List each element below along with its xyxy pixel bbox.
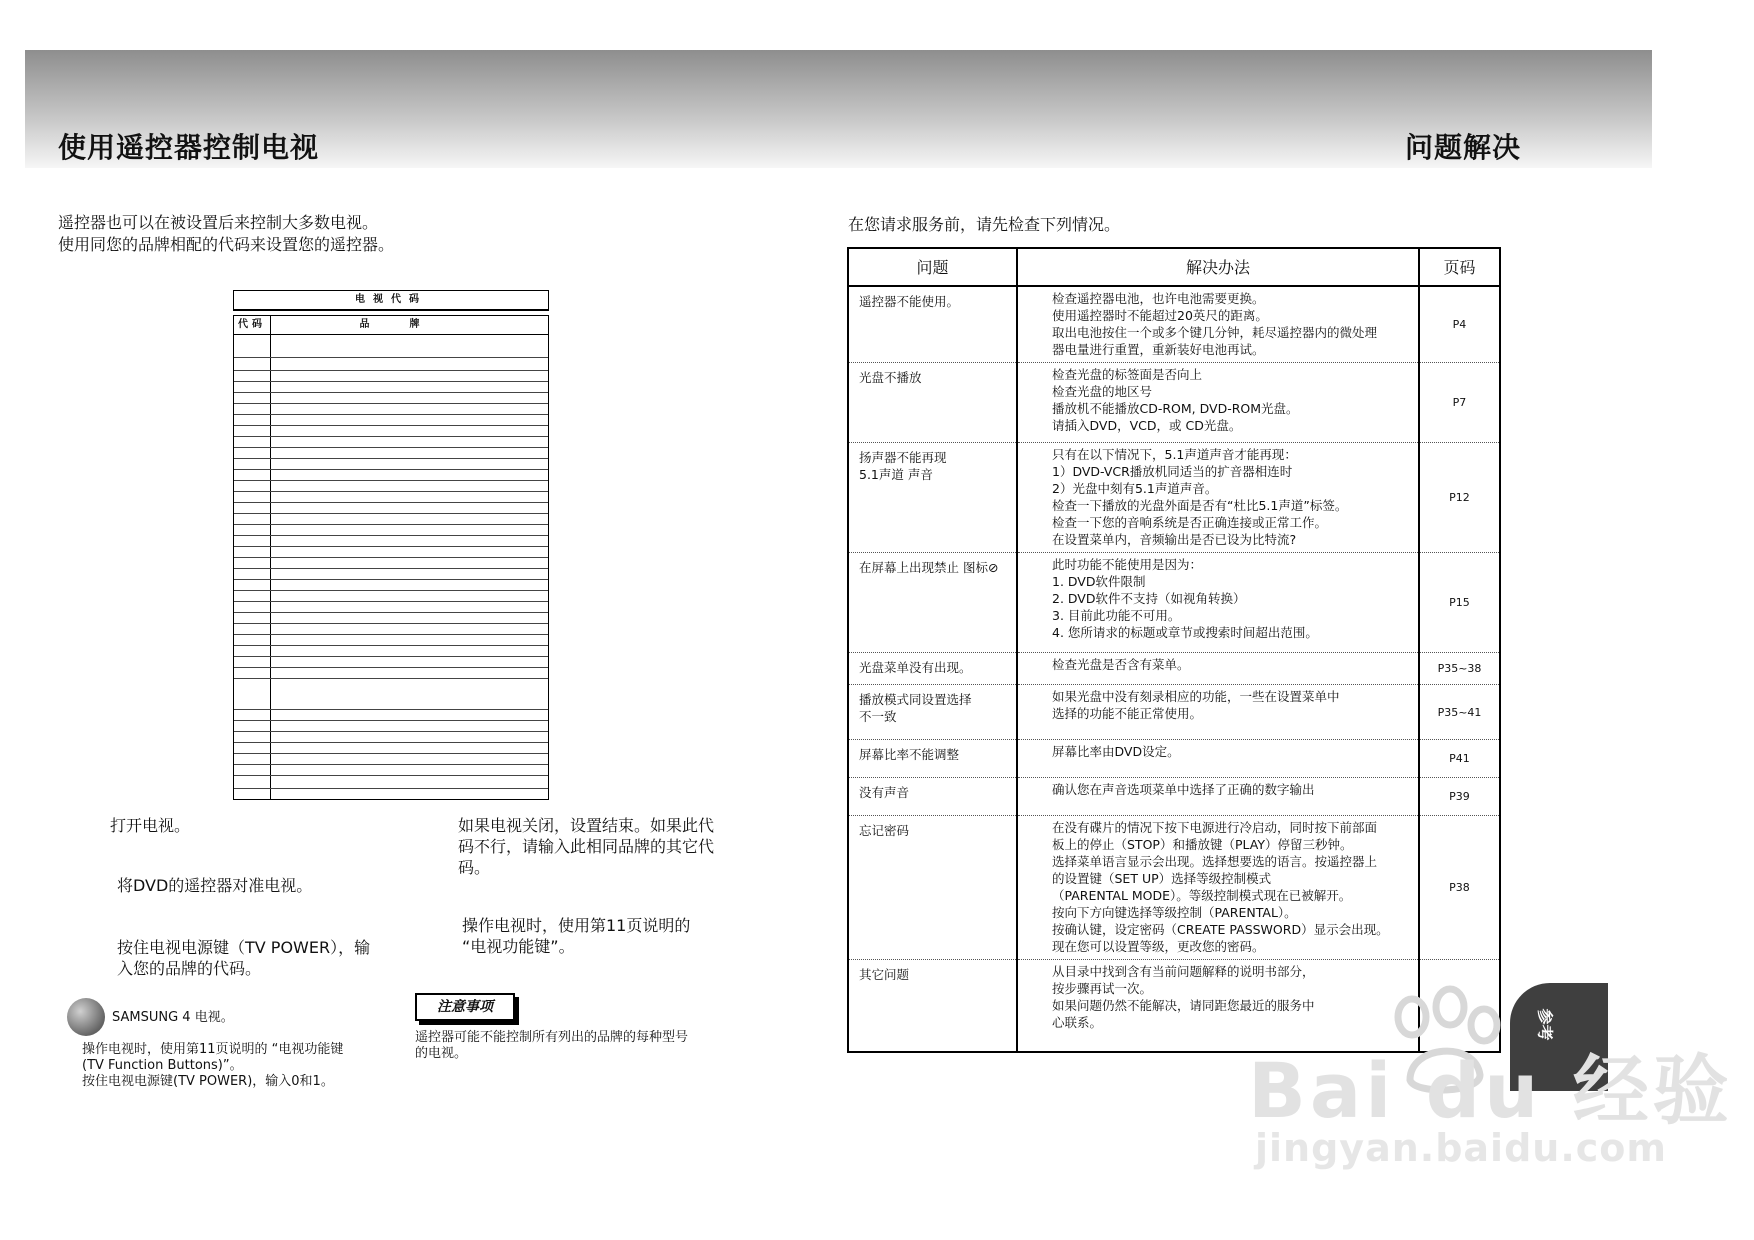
page-ref: P38 bbox=[1419, 816, 1500, 960]
solution-text: 检查一下您的音响系统是否正确连接或正常工作。 bbox=[1052, 515, 1328, 530]
problem-text: 光盘不播放 bbox=[859, 370, 922, 385]
problem-text: 屏幕比率不能调整 bbox=[859, 747, 960, 762]
code-row bbox=[234, 459, 548, 470]
code-row bbox=[234, 613, 548, 624]
code-row bbox=[234, 514, 548, 525]
code-column-header: 代码 bbox=[234, 316, 271, 334]
problem-text: 遥控器不能使用。 bbox=[859, 294, 960, 309]
code-row bbox=[234, 404, 548, 415]
samsung-note-line: (TV Function Buttons)”。 bbox=[82, 1058, 243, 1073]
solution-text: 1）DVD-VCR播放机同适当的扩音器相连时 bbox=[1052, 464, 1293, 479]
step-4-text bbox=[458, 815, 714, 878]
notice-label: 注意事项 bbox=[415, 993, 515, 1021]
code-row bbox=[234, 789, 548, 799]
code-row bbox=[234, 591, 548, 602]
solution-text: 检查光盘是否含有菜单。 bbox=[1052, 657, 1190, 672]
trouble-row bbox=[848, 286, 1500, 363]
trouble-row bbox=[848, 653, 1500, 685]
brand-column-header: 品牌 bbox=[359, 319, 460, 330]
samsung-note-line: 按住电视电源键(TV POWER)，输入0和1。 bbox=[82, 1074, 334, 1089]
solution-text: 如果问题仍然不能解决，请同距您最近的服务中 bbox=[1052, 998, 1315, 1013]
reference-tab-label: 参考 bbox=[1535, 1008, 1555, 1041]
step-3-text bbox=[117, 937, 370, 979]
trouble-row bbox=[848, 740, 1500, 778]
step-4-line: 码不行，请输入此相同品牌的其它代 bbox=[458, 837, 715, 856]
page-ref: P41 bbox=[1419, 740, 1500, 778]
code-row bbox=[234, 382, 548, 393]
problem-text: 光盘菜单没有出现。 bbox=[859, 660, 972, 675]
intro-line: 使用同您的品牌相配的代码来设置您的遥控器。 bbox=[58, 235, 395, 254]
step-1-text: 打开电视。 bbox=[110, 816, 191, 835]
samsung-label: SAMSUNG 4 电视。 bbox=[112, 1010, 234, 1025]
samsung-bullet-icon bbox=[67, 998, 105, 1036]
solution-text: 选择菜单语言显示会出现。选择想要选的语言。按遥控器上 bbox=[1052, 854, 1378, 869]
code-row bbox=[234, 754, 548, 765]
code-row bbox=[234, 743, 548, 754]
page-ref: P7 bbox=[1419, 363, 1500, 443]
page-ref: P35~38 bbox=[1419, 653, 1500, 685]
code-row bbox=[234, 415, 548, 426]
code-row bbox=[234, 776, 548, 789]
watermark-url: jingyan.baidu.com bbox=[1255, 1126, 1667, 1170]
solution-text: 屏幕比率由DVD设定。 bbox=[1052, 744, 1180, 759]
intro-line: 遥控器也可以在被设置后来控制大多数电视。 bbox=[58, 213, 379, 232]
code-row bbox=[234, 635, 548, 646]
solution-text: 现在您可以设置等级，更改您的密码。 bbox=[1052, 939, 1265, 954]
tv-code-table-title: 电视代码 bbox=[233, 290, 549, 311]
code-row bbox=[234, 646, 548, 657]
right-page-title: 问题解决 bbox=[1405, 131, 1522, 164]
code-row bbox=[234, 358, 548, 371]
problem-text: 其它问题 bbox=[859, 967, 910, 982]
solution-text: 选择的功能不能正常使用。 bbox=[1052, 706, 1203, 721]
solution-text: 检查光盘的标签面是否向上 bbox=[1052, 367, 1203, 382]
solution-text: 播放机不能播放CD-ROM, DVD-ROM光盘。 bbox=[1052, 401, 1299, 416]
solution-text: 检查遥控器电池，也许电池需要更换。 bbox=[1052, 291, 1265, 306]
notice-line: 的电视。 bbox=[415, 1046, 468, 1061]
notice-line: 遥控器可能不能控制所有列出的品牌的每种型号 bbox=[415, 1030, 689, 1045]
problem-header: 问题 bbox=[848, 248, 1017, 286]
step-4-line: 码。 bbox=[458, 858, 491, 877]
page-ref: P39 bbox=[1419, 778, 1500, 816]
code-row bbox=[234, 657, 548, 668]
solution-text: 2. DVD软件不支持（如视角转换） bbox=[1052, 591, 1246, 606]
solution-text: 按步骤再试一次。 bbox=[1052, 981, 1153, 996]
solution-text: 请插入DVD，VCD，或 CD光盘。 bbox=[1052, 418, 1242, 433]
step-4-line: 如果电视关闭，设置结束。如果此代 bbox=[458, 816, 715, 835]
problem-text: 在屏幕上出现禁止 图标⊘ bbox=[859, 560, 999, 575]
service-note: 在您请求服务前，请先检查下列情况。 bbox=[848, 215, 1121, 234]
code-row bbox=[234, 602, 548, 613]
code-row bbox=[234, 437, 548, 448]
code-row bbox=[234, 335, 548, 358]
samsung-note-line: 操作电视时，使用第11页说明的 “电视功能键 bbox=[82, 1042, 344, 1057]
step-3-line: 入您的品牌的代码。 bbox=[117, 959, 262, 978]
solution-text: 检查光盘的地区号 bbox=[1052, 384, 1153, 399]
solution-text: 在没有碟片的情况下按下电源进行冷启动，同时按下前部面 bbox=[1052, 820, 1378, 835]
watermark-brand: Bai du 经验 bbox=[1248, 1046, 1733, 1135]
trouble-row bbox=[848, 363, 1500, 443]
code-row bbox=[234, 470, 548, 481]
problem-text: 播放模式同设置选择 bbox=[859, 692, 972, 707]
solution-text: 1. DVD软件限制 bbox=[1052, 574, 1146, 589]
code-row bbox=[234, 525, 548, 536]
trouble-row bbox=[848, 685, 1500, 740]
page-header: 页码 bbox=[1419, 248, 1500, 286]
problem-text: 忘记密码 bbox=[859, 823, 910, 838]
problem-text: 5.1声道 声音 bbox=[859, 467, 933, 482]
step-5-line: “电视功能键”。 bbox=[462, 937, 575, 956]
code-row bbox=[234, 393, 548, 404]
solution-text: 取出电池按住一个或多个键几分钟，耗尽遥控器内的微处理 bbox=[1052, 325, 1378, 340]
code-row bbox=[234, 547, 548, 558]
solution-text: 在设置菜单内，音频输出是否已设为比特流? bbox=[1052, 532, 1297, 547]
code-row bbox=[234, 448, 548, 459]
solution-text: 按向下方向键选择等级控制（PARENTAL）。 bbox=[1052, 905, 1297, 920]
code-row bbox=[234, 569, 548, 580]
solution-text: 心联系。 bbox=[1052, 1015, 1103, 1030]
problem-text: 没有声音 bbox=[859, 785, 910, 800]
solution-text: 确认您在声音选项菜单中选择了正确的数字输出 bbox=[1052, 782, 1315, 797]
code-row bbox=[234, 580, 548, 591]
solution-text: 的设置键（SET UP）选择等级控制模式 bbox=[1052, 871, 1272, 886]
solution-text: 从目录中找到含有当前问题解释的说明书部分， bbox=[1052, 964, 1315, 979]
code-row bbox=[234, 371, 548, 382]
solution-text: 4. 您所请求的标题或章节或搜索时间超出范围。 bbox=[1052, 625, 1318, 640]
code-row bbox=[234, 503, 548, 514]
solution-text: （PARENTAL MODE）。等级控制模式现在已被解开。 bbox=[1052, 888, 1352, 903]
solution-text: 只有在以下情况下，5.1声道声音才能再现： bbox=[1052, 447, 1297, 462]
code-row bbox=[234, 765, 548, 776]
code-row bbox=[234, 721, 548, 732]
code-row bbox=[234, 732, 548, 743]
code-row bbox=[234, 710, 548, 721]
page-ref: P35~41 bbox=[1419, 685, 1500, 740]
trouble-row bbox=[848, 443, 1500, 553]
step-5-text bbox=[462, 915, 690, 957]
notice-text bbox=[415, 1030, 688, 1062]
page-ref: P12 bbox=[1419, 443, 1500, 553]
step-2-text: 将DVD的遥控器对准电视。 bbox=[117, 876, 313, 895]
code-row bbox=[234, 492, 548, 503]
solution-text: 检查一下播放的光盘外面是否有“杜比5.1声道”标签。 bbox=[1052, 498, 1348, 513]
code-row bbox=[234, 536, 548, 547]
step-5-line: 操作电视时，使用第11页说明的 bbox=[462, 916, 691, 935]
solution-header: 解决办法 bbox=[1017, 248, 1419, 286]
code-row bbox=[234, 481, 548, 492]
page-ref: P4 bbox=[1452, 318, 1467, 331]
solution-text: 使用遥控器时不能超过20英尺的距离。 bbox=[1052, 308, 1268, 323]
code-row bbox=[234, 679, 548, 710]
samsung-note bbox=[82, 1042, 343, 1090]
problem-text: 扬声器不能再现 bbox=[859, 450, 947, 465]
trouble-row bbox=[848, 553, 1500, 653]
solution-text: 板上的停止（STOP）和播放键（PLAY）停留三秒钟。 bbox=[1052, 837, 1353, 852]
problem-text: 不一致 bbox=[859, 709, 897, 724]
tv-code-table bbox=[233, 290, 549, 800]
troubleshooting-table bbox=[847, 247, 1501, 1053]
code-row bbox=[234, 624, 548, 635]
code-rows bbox=[234, 335, 548, 799]
step-3-line: 按住电视电源键（TV POWER），输 bbox=[117, 938, 371, 957]
solution-text: 如果光盘中没有刻录相应的功能，一些在设置菜单中 bbox=[1052, 689, 1340, 704]
solution-text: 按确认键，设定密码（CREATE PASSWORD）显示会出现。 bbox=[1052, 922, 1389, 937]
left-intro bbox=[58, 212, 394, 256]
code-row bbox=[234, 558, 548, 569]
code-row bbox=[234, 668, 548, 679]
left-page-title: 使用遥控器控制电视 bbox=[58, 131, 320, 164]
trouble-row bbox=[848, 816, 1500, 960]
solution-text: 器电量进行重置，重新装好电池再试。 bbox=[1052, 342, 1265, 357]
solution-text: 2）光盘中刻有5.1声道声音。 bbox=[1052, 481, 1218, 496]
page-ref: P15 bbox=[1419, 553, 1500, 653]
solution-text: 此时功能不能使用是因为： bbox=[1052, 557, 1203, 572]
trouble-row bbox=[848, 778, 1500, 816]
code-row bbox=[234, 426, 548, 437]
solution-text: 3. 目前此功能不可用。 bbox=[1052, 608, 1181, 623]
